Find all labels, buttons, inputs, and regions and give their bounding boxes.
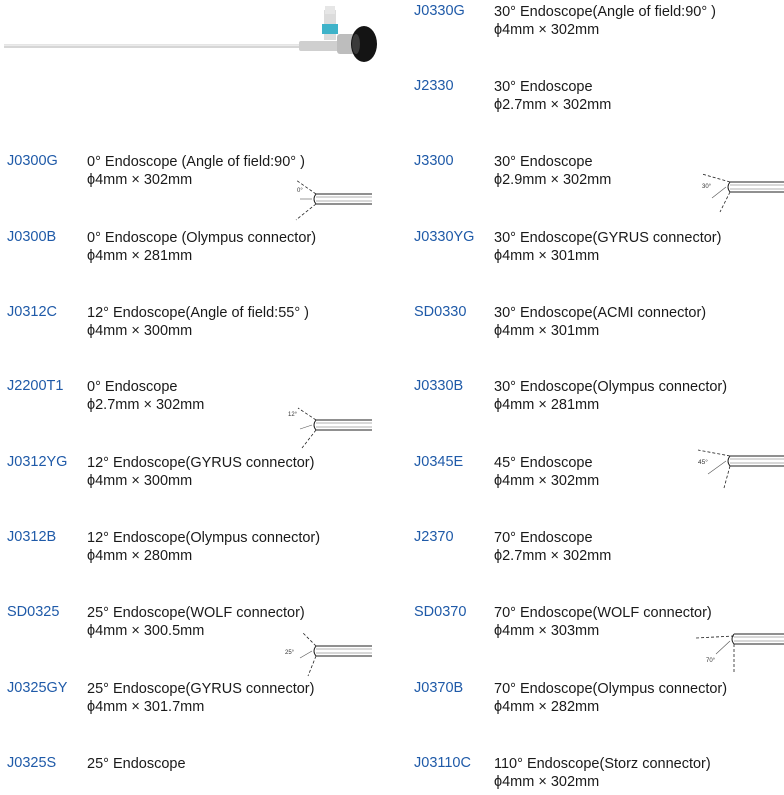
product-dimensions: ϕ2.7mm × 302mm <box>87 397 205 413</box>
product-code: J0300G <box>7 153 58 169</box>
product-dimensions: ϕ2.7mm × 302mm <box>494 97 612 113</box>
product-description: 70° Endoscope <box>494 530 593 546</box>
product-code: J0325S <box>7 755 57 771</box>
angle-label: 25° <box>285 650 295 656</box>
product-code: J0312C <box>7 304 57 320</box>
product-code: J0312B <box>7 529 57 545</box>
product-dimensions: ϕ2.9mm × 302mm <box>494 172 612 188</box>
product-dimensions: ϕ4mm × 302mm <box>494 22 600 38</box>
angle-label: 30° <box>702 184 712 190</box>
product-description: 12° Endoscope(Olympus connector) <box>87 530 321 546</box>
product-dimensions: ϕ4mm × 301mm <box>494 248 600 264</box>
product-dimensions: ϕ4mm × 302mm <box>494 774 600 790</box>
catalog-entry <box>7 755 397 795</box>
view-angle-diagram <box>694 166 784 216</box>
angle-label: 0° <box>297 188 303 194</box>
product-code: SD0330 <box>414 304 467 320</box>
product-description: 30° Endoscope(GYRUS connector) <box>494 230 722 246</box>
catalog-entry <box>414 755 784 795</box>
product-code: J2200T1 <box>7 378 64 394</box>
product-description: 30° Endoscope(Angle of field:90° ) <box>494 4 716 20</box>
product-description: 12° Endoscope(GYRUS connector) <box>87 455 315 471</box>
product-code: J2370 <box>414 529 454 545</box>
product-description: 0° Endoscope (Olympus connector) <box>87 230 317 246</box>
product-description: 45° Endoscope <box>494 455 593 471</box>
product-description: 30° Endoscope(ACMI connector) <box>494 305 707 321</box>
product-description: 30° Endoscope <box>494 79 593 95</box>
product-dimensions: ϕ4mm × 300mm <box>87 323 193 339</box>
product-description: 0° Endoscope (Angle of field:90° ) <box>87 154 305 170</box>
catalog-entry <box>7 229 397 269</box>
product-dimensions: ϕ4mm × 300mm <box>87 473 193 489</box>
product-dimensions: ϕ4mm × 281mm <box>87 248 193 264</box>
view-angle-diagram <box>284 172 374 222</box>
product-code: J0312YG <box>7 454 68 470</box>
catalog-entry <box>414 378 784 418</box>
product-code: J0330B <box>414 378 464 394</box>
product-code: J0345E <box>414 454 464 470</box>
angle-label: 70° <box>706 658 716 664</box>
catalog-entry <box>7 304 397 344</box>
product-description: 30° Endoscope(Olympus connector) <box>494 379 728 395</box>
product-description: 25° Endoscope(WOLF connector) <box>87 605 305 621</box>
catalog-entry <box>7 680 397 720</box>
product-description: 0° Endoscope <box>87 379 178 395</box>
product-description: 110° Endoscope(Storz connector) <box>494 756 711 772</box>
product-code: J0330YG <box>414 229 475 245</box>
catalog-entry <box>414 304 784 344</box>
angle-label: 12° <box>288 412 298 418</box>
catalog-entry <box>414 3 784 43</box>
product-code: SD0370 <box>414 604 467 620</box>
product-code: SD0325 <box>7 604 60 620</box>
catalog-entry <box>414 680 784 720</box>
view-angle-diagram <box>284 402 374 452</box>
view-angle-diagram <box>694 624 784 674</box>
product-description: 70° Endoscope(WOLF connector) <box>494 605 712 621</box>
product-dimensions: ϕ4mm × 302mm <box>87 172 193 188</box>
view-angle-diagram <box>282 628 372 678</box>
product-code: J3300 <box>414 153 454 169</box>
product-dimensions: ϕ4mm × 301mm <box>494 323 600 339</box>
product-code: J0370B <box>414 680 464 696</box>
product-dimensions: ϕ4mm × 301.7mm <box>87 699 205 715</box>
product-dimensions: ϕ4mm × 302mm <box>494 473 600 489</box>
product-description: 25° Endoscope <box>87 756 186 772</box>
product-description: 12° Endoscope(Angle of field:55° ) <box>87 305 309 321</box>
product-code: J0330G <box>414 3 465 19</box>
catalog-entry <box>414 78 784 118</box>
product-dimensions: ϕ4mm × 280mm <box>87 548 193 564</box>
product-description: 30° Endoscope <box>494 154 593 170</box>
product-code: J0300B <box>7 229 57 245</box>
product-dimensions: ϕ4mm × 281mm <box>494 397 600 413</box>
catalog-entry <box>414 229 784 269</box>
product-dimensions: ϕ4mm × 300.5mm <box>87 623 205 639</box>
catalog-entry <box>7 454 397 494</box>
product-dimensions: ϕ2.7mm × 302mm <box>494 548 612 564</box>
product-code: J03110C <box>414 755 471 771</box>
catalog-entry <box>7 529 397 569</box>
product-code: J2330 <box>414 78 454 94</box>
product-code: J0325GY <box>7 680 68 696</box>
product-dimensions: ϕ4mm × 282mm <box>494 699 600 715</box>
product-description: 70° Endoscope(Olympus connector) <box>494 681 728 697</box>
catalog-entry <box>414 529 784 569</box>
view-angle-diagram <box>694 440 784 490</box>
product-dimensions: ϕ4mm × 303mm <box>494 623 600 639</box>
angle-label: 45° <box>698 459 708 466</box>
product-description: 25° Endoscope(GYRUS connector) <box>87 681 315 697</box>
endoscope-illustration <box>4 4 384 64</box>
